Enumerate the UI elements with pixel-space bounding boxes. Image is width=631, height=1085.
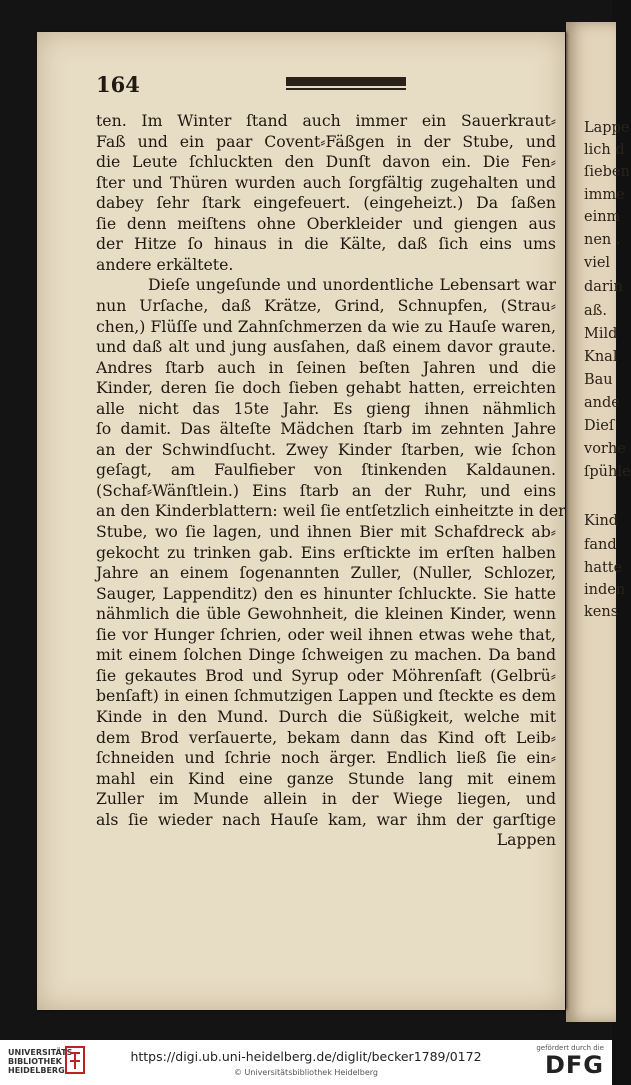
dfg-logo: DFG [544, 1051, 604, 1079]
library-logo-line: BIBLIOTHEK [8, 1057, 62, 1066]
text-line: dem Brod verſauerte, bekam dann das Kind oft Leib⸗ [96, 727, 556, 747]
text-line: ſter und Thüren wurden auch ſorgfältig zugehalten und [96, 172, 556, 192]
text-line: an der Schwindſucht. Zwey Kinder ſtarben, wie ſchon [96, 439, 556, 459]
text-line: ſie gekautes Brod und Syrup oder Möhrenſaft (Gelbrü⸗ [96, 665, 556, 685]
text-line: Stube, wo ſie lagen, und ihnen Bier mit Schafdreck ab⸗ [96, 522, 556, 541]
text-line: mahl ein Kind eine ganze Stunde lang mit einem [96, 768, 556, 788]
text-line: mit einem ſolchen Dinge ſchweigen zu machen. Da band [96, 645, 556, 665]
text-line: ſchneiden und ſchrie noch ärger. Endlich ließ ſie ein⸗ [96, 748, 556, 768]
text-line: Kinde in den Mund. Durch die Süßigkeit, welche mit [96, 706, 556, 726]
viewer-footer [0, 1040, 612, 1085]
facing-page-line: Lappe [584, 120, 630, 136]
facing-page-line: Bau [584, 372, 613, 388]
text-line: und daß alt und jung ausſahen, daß einem davor graute. [96, 337, 556, 357]
text-line: gekocht zu trinken gab. Eins erſtickte im erſten halben [96, 542, 556, 562]
library-logo-line: UNIVERSITÄTS- [8, 1048, 76, 1057]
funder-caption: gefördert durch die [536, 1044, 604, 1052]
text-line: ſie denn meiſtens ohne Oberkleider und giengen aus [96, 213, 556, 233]
text-line: nun Urſache, daß Krätze, Grind, Schnupfen, (Strau⸗ [96, 295, 556, 315]
facing-page-line: aß. [584, 303, 607, 319]
text-line: Kinder, deren ſie doch ſieben gehabt hatten, erreichten [96, 378, 556, 398]
text-line: chen,) Flüſſe und Zahnſchmerzen da wie zu Hauſe waren, [96, 316, 556, 336]
text-line: der Hitze ſo hinaus in die Kälte, daß ſich eins ums [96, 234, 556, 254]
facing-page-line: vorhe [584, 441, 626, 457]
catchword: Lappen [496, 830, 556, 850]
facing-page-line: Kind [584, 513, 619, 529]
text-line: dabey ſehr ſtark eingefeuert. (eingeheizt.) Da ſaßen [96, 193, 556, 213]
text-line: Sauger, Lappenditz) den es hinunter ſchluckte. Sie hatte [96, 583, 556, 603]
text-line: andere erkältete. [96, 254, 234, 274]
text-line: ſo damit. Das älteſte Mädchen ſtarb im zehnten Jahre [96, 419, 556, 439]
facing-page-line: Dieſ [584, 418, 615, 434]
facing-page-line: darin [584, 279, 623, 295]
facing-page-line: inden [584, 582, 626, 598]
text-line: geſagt, am Faulfieber von ſtinkenden Kaldaunen. [96, 460, 556, 480]
text-line: Dieſe ungeſunde und unordentliche Lebensart war [148, 275, 556, 295]
funder-logo[interactable] [534, 1044, 604, 1078]
facing-page-line: imme [584, 187, 625, 203]
text-line: ten. Im Winter ſtand auch immer ein Sauerkraut⸗ [96, 111, 556, 130]
text-line: Jahre an einem ſogenannten Zuller, (Nuller, Schlozer, [96, 563, 556, 583]
facing-page-line: Mild [584, 326, 618, 342]
copyright-text: © Universitätsbibliothek Heidelberg [233, 1068, 378, 1077]
text-line: benſaft) in einen ſchmutzigen Lappen und ſteckte es dem [96, 686, 556, 706]
text-line: an den Kinderblattern: weil ſie entſetzlich einheitzte in der [96, 501, 566, 521]
text-line: die Leute ſchluckten den Dunſt davon ein. Die Fen⸗ [96, 152, 556, 172]
facing-page-line: Knal [584, 349, 618, 365]
text-line: Zuller im Munde allein in der Wiege liegen, und [96, 789, 556, 809]
library-logo-line: HEIDELBERG [8, 1066, 65, 1075]
text-line: als ſie wieder nach Hauſe kam, war ihm der garſtige [96, 809, 556, 829]
facing-page-line: viel [584, 255, 611, 271]
facing-page-line: lich d [584, 142, 625, 158]
text-line: alle nicht das 15te Jahr. Es gieng ihnen nähmlich [96, 398, 556, 418]
facing-page-line: hatte [584, 560, 623, 576]
facing-page-line: kens [584, 604, 619, 620]
text-line: Andres ſtarb auch in ſeinen beſten Jahren und die [96, 357, 556, 377]
text-line: Faß und ein paar Covent⸗Fäßgen in der Stube, und [96, 131, 556, 151]
text-line: nähmlich die üble Gewohnheit, die kleinen Kinder, wenn [96, 604, 556, 624]
text-line: (Schaf⸗Wänſtlein.) Eins ſtarb an der Ruhr, und eins [96, 480, 556, 500]
header-ornament [286, 77, 406, 86]
page-number: 164 [96, 72, 140, 97]
facing-page-line: nen . [584, 232, 621, 248]
facing-page-line: ſpühle [584, 464, 631, 480]
document-url-link[interactable]: https://digi.ub.uni-heidelberg.de/diglit/becker1789/0172 [130, 1049, 482, 1064]
facing-page-line: fand [584, 537, 617, 553]
text-line: ſie vor Hunger ſchrien, oder weil ihnen etwas wehe that, [96, 624, 556, 644]
facing-page-line: ande [584, 395, 620, 411]
facing-page-line: ſieben [584, 164, 630, 180]
copyright-notice [0, 1068, 612, 1077]
facing-page-line: einm [584, 209, 621, 225]
